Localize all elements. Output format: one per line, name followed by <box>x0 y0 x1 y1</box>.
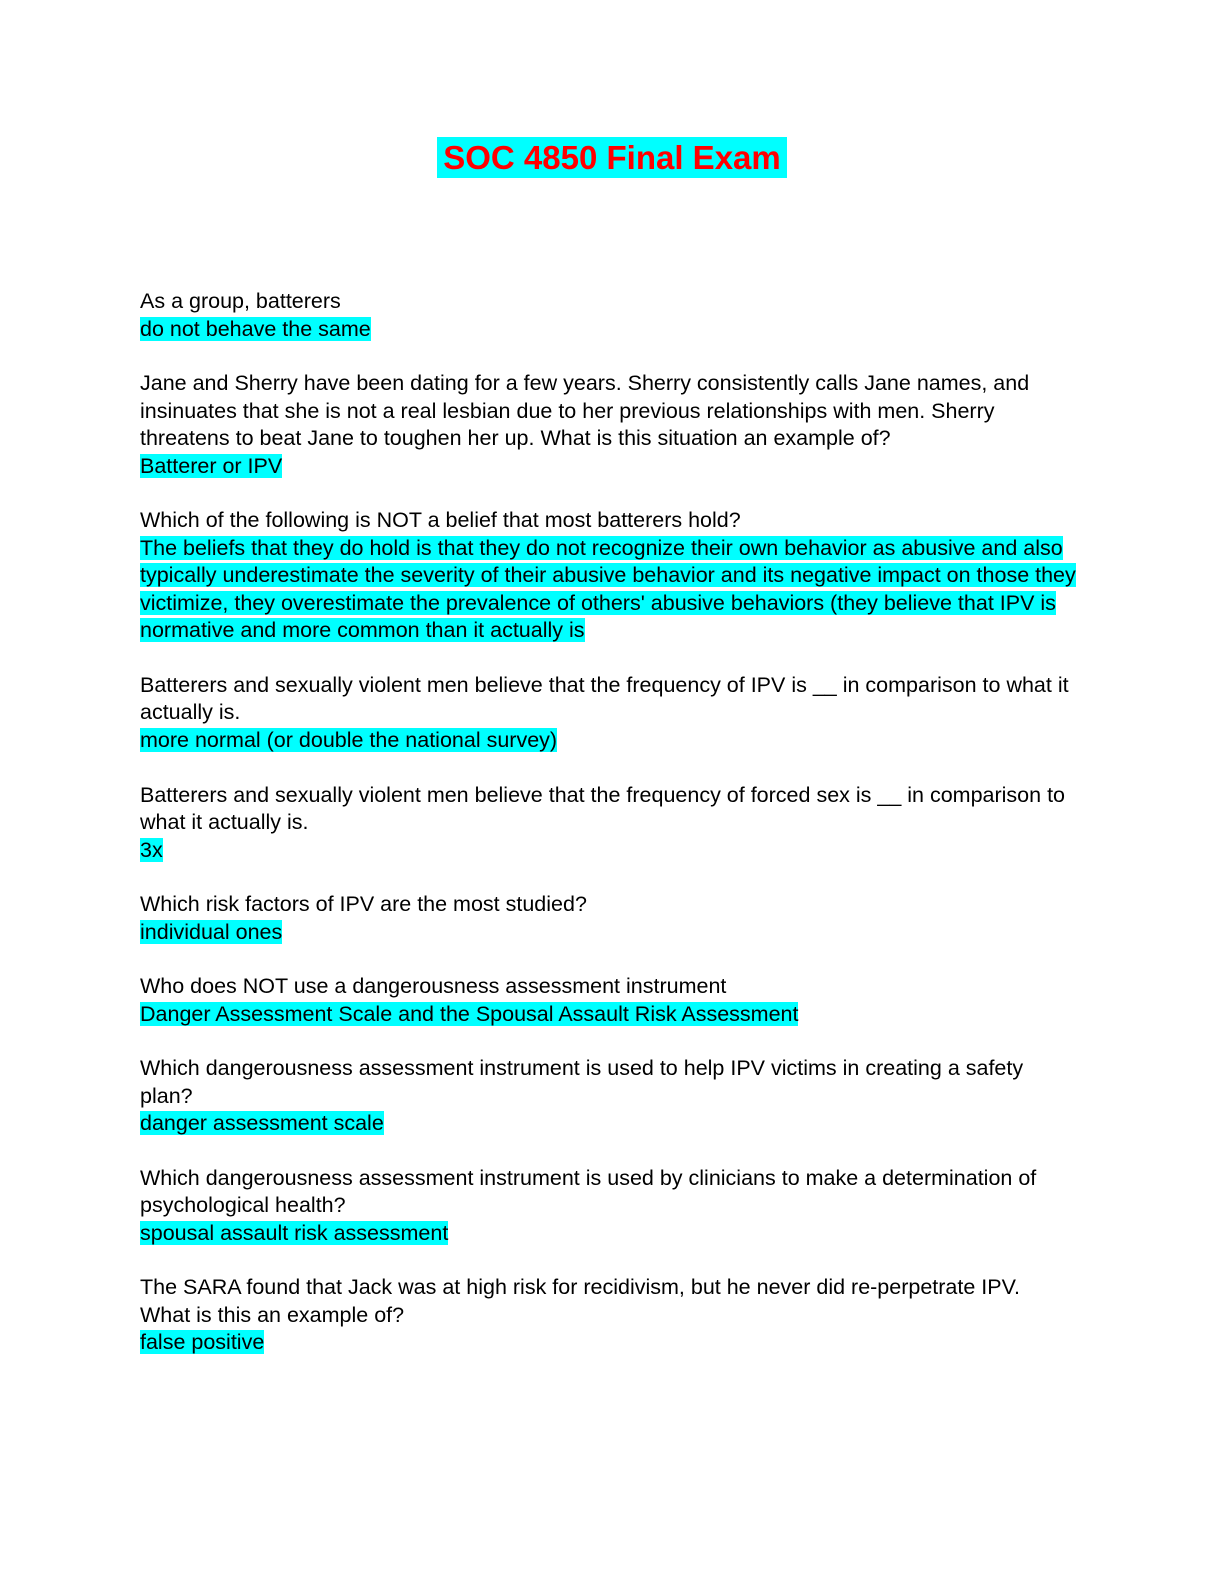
qa-item <box>140 891 1076 946</box>
question-text: The SARA found that Jack was at high risk for recidivism, but he never did re-perpetrate IPV. What is this an example of? <box>140 1275 1020 1327</box>
answer-text: Danger Assessment Scale and the Spousal Assault Risk Assessment <box>140 1001 799 1026</box>
qa-item <box>140 672 1076 755</box>
page-title-text: SOC 4850 Final Exam <box>437 137 787 178</box>
answer-text: individual ones <box>140 919 283 944</box>
document-body <box>0 288 1224 1356</box>
answer-text: danger assessment scale <box>140 1111 384 1136</box>
answer-text: The beliefs that they do hold is that they do not recognize their own behavior as abusive and also typically underestimate the severity of their abusive behavior and its negative impact on those they victimize, they overestimate the prevalence of others' abusive behaviors (they believe that IPV is normative and more common than it actually is <box>140 535 1076 643</box>
qa-item <box>140 1274 1076 1357</box>
answer-text: spousal assault risk assessment <box>140 1220 449 1245</box>
question-text: As a group, batterers <box>140 289 341 314</box>
answer-text: 3x <box>140 837 163 862</box>
qa-item <box>140 288 1076 343</box>
question-text: Which risk factors of IPV are the most studied? <box>140 892 587 917</box>
answer-text: Batterer or IPV <box>140 453 283 478</box>
question-text: Which dangerousness assessment instrument is used to help IPV victims in creating a safety plan? <box>140 1056 1024 1108</box>
question-text: Which of the following is NOT a belief that most batterers hold? <box>140 508 741 533</box>
page-title <box>0 0 1224 176</box>
answer-text: do not behave the same <box>140 316 371 341</box>
qa-item <box>140 507 1076 645</box>
question-text: Batterers and sexually violent men believe that the frequency of IPV is __ in comparison to what it actually is. <box>140 672 1069 725</box>
question-text: Which dangerousness assessment instrument is used by clinicians to make a determination of psychological health? <box>140 1165 1037 1218</box>
question-text: Batterers and sexually violent men believe that the frequency of forced sex is __ in comparison to what it actually is. <box>140 782 1066 835</box>
answer-text: more normal (or double the national survey) <box>140 728 558 752</box>
answer-text: false positive <box>140 1330 265 1355</box>
qa-item <box>140 782 1076 865</box>
qa-item <box>140 370 1076 480</box>
question-text: Who does NOT use a dangerousness assessment instrument <box>140 974 727 999</box>
qa-item <box>140 973 1076 1028</box>
qa-item <box>140 1165 1076 1248</box>
qa-item <box>140 1055 1076 1138</box>
question-text: Jane and Sherry have been dating for a few years. Sherry consistently calls Jane names, and insinuates that she is not a real lesbian due to her previous relationships with men. Sherry threatens to beat Jane to toughen her up. What is this situation an example of? <box>140 371 1030 451</box>
